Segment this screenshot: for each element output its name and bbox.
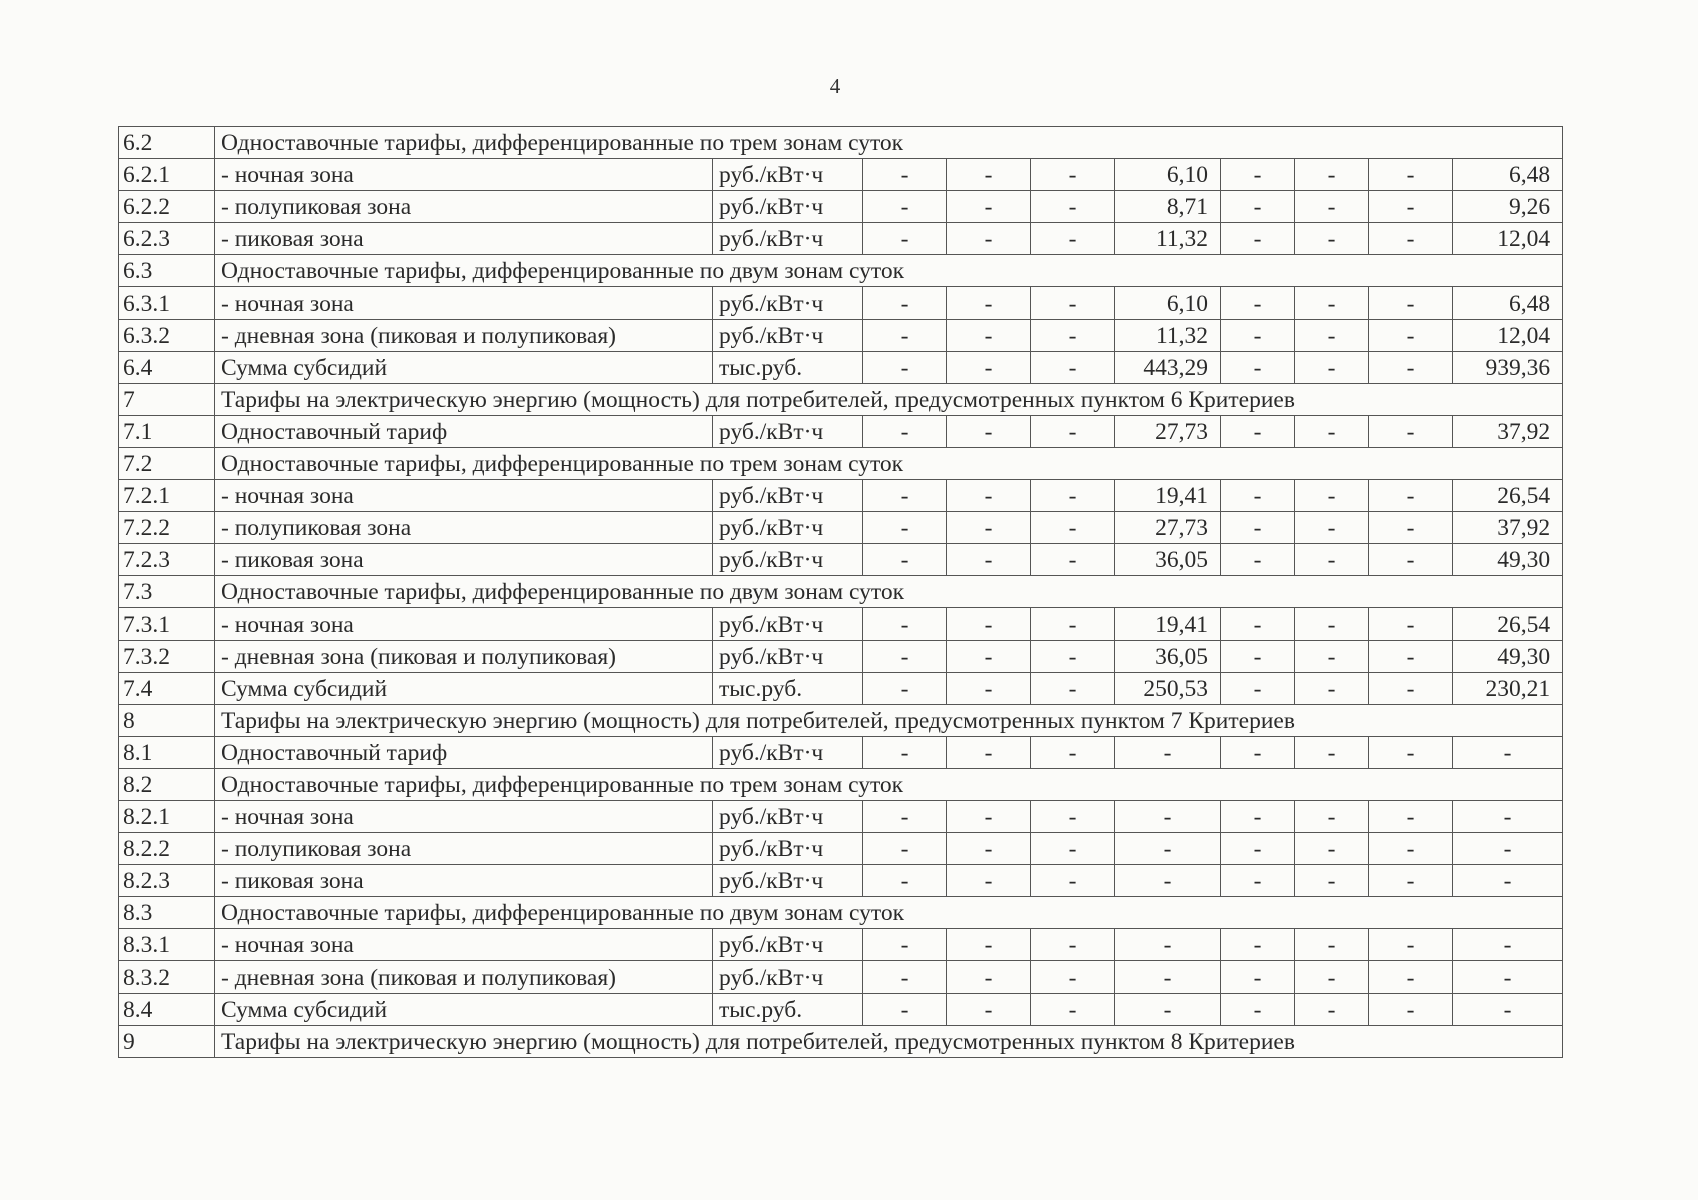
value-cell: -	[947, 512, 1031, 544]
value-cell: 19,41	[1115, 480, 1221, 512]
row-code: 8.3.1	[119, 929, 215, 961]
value-cell: -	[1295, 961, 1369, 993]
value-cell: 12,04	[1453, 223, 1563, 255]
value-cell: -	[1295, 608, 1369, 640]
value-cell: 230,21	[1453, 672, 1563, 704]
value-cell: -	[947, 865, 1031, 897]
row-unit: руб./кВт·ч	[713, 544, 863, 576]
row-name: - пиковая зона	[215, 223, 713, 255]
section-row	[119, 127, 1563, 159]
value-cell: -	[863, 833, 947, 865]
value-cell: -	[863, 159, 947, 191]
value-cell: -	[1295, 191, 1369, 223]
value-cell: -	[1295, 833, 1369, 865]
value-cell: -	[863, 993, 947, 1025]
table-row	[119, 961, 1563, 993]
value-cell: -	[1221, 287, 1295, 319]
value-cell: -	[1031, 929, 1115, 961]
value-cell: -	[1369, 287, 1453, 319]
value-cell: -	[1031, 287, 1115, 319]
row-code: 8.1	[119, 736, 215, 768]
value-cell: -	[1295, 159, 1369, 191]
value-cell: -	[1369, 512, 1453, 544]
section-title: Одноставочные тарифы, дифференцированные по трем зонам суток	[215, 768, 1563, 800]
value-cell: -	[1221, 961, 1295, 993]
value-cell: 36,05	[1115, 640, 1221, 672]
value-cell: -	[1295, 480, 1369, 512]
table-row	[119, 672, 1563, 704]
value-cell: -	[1295, 223, 1369, 255]
table-row	[119, 319, 1563, 351]
value-cell: -	[1031, 833, 1115, 865]
value-cell: -	[1115, 800, 1221, 832]
value-cell: -	[863, 191, 947, 223]
table-row	[119, 640, 1563, 672]
value-cell: -	[1031, 640, 1115, 672]
value-cell: 443,29	[1115, 351, 1221, 383]
value-cell: -	[863, 608, 947, 640]
value-cell: -	[947, 544, 1031, 576]
value-cell: -	[1295, 287, 1369, 319]
row-name: - ночная зона	[215, 929, 713, 961]
row-code: 7.2	[119, 447, 215, 479]
row-code: 6.2.1	[119, 159, 215, 191]
row-name: - дневная зона (пиковая и полупиковая)	[215, 640, 713, 672]
section-title: Одноставочные тарифы, дифференцированные по трем зонам суток	[215, 127, 1563, 159]
section-row	[119, 704, 1563, 736]
row-unit: руб./кВт·ч	[713, 929, 863, 961]
value-cell: -	[1115, 865, 1221, 897]
row-code: 8.3.2	[119, 961, 215, 993]
row-code: 7.3.1	[119, 608, 215, 640]
value-cell: -	[1295, 640, 1369, 672]
value-cell: -	[1221, 833, 1295, 865]
row-code: 6.2	[119, 127, 215, 159]
row-unit: руб./кВт·ч	[713, 865, 863, 897]
section-row	[119, 255, 1563, 287]
row-name: Сумма субсидий	[215, 672, 713, 704]
row-code: 7.2.2	[119, 512, 215, 544]
value-cell: -	[1031, 736, 1115, 768]
row-name: - дневная зона (пиковая и полупиковая)	[215, 961, 713, 993]
value-cell: -	[1369, 993, 1453, 1025]
value-cell: -	[1031, 351, 1115, 383]
value-cell: -	[1221, 929, 1295, 961]
row-code: 8.2.2	[119, 833, 215, 865]
value-cell: -	[1453, 929, 1563, 961]
value-cell: 49,30	[1453, 544, 1563, 576]
value-cell: -	[863, 319, 947, 351]
value-cell: -	[1453, 865, 1563, 897]
page-number: 4	[829, 74, 841, 98]
value-cell: -	[1295, 544, 1369, 576]
row-code: 6.3.2	[119, 319, 215, 351]
row-code: 8.3	[119, 897, 215, 929]
value-cell: -	[947, 640, 1031, 672]
row-name: - дневная зона (пиковая и полупиковая)	[215, 319, 713, 351]
row-name: - полупиковая зона	[215, 833, 713, 865]
row-code: 7.3	[119, 576, 215, 608]
value-cell: 6,10	[1115, 287, 1221, 319]
value-cell: -	[1221, 640, 1295, 672]
row-unit: руб./кВт·ч	[713, 415, 863, 447]
table-row	[119, 865, 1563, 897]
value-cell: -	[863, 961, 947, 993]
value-cell: 6,48	[1453, 159, 1563, 191]
table-row	[119, 480, 1563, 512]
value-cell: -	[1115, 961, 1221, 993]
value-cell: -	[947, 191, 1031, 223]
row-code: 8	[119, 704, 215, 736]
value-cell: -	[1295, 800, 1369, 832]
value-cell: -	[1453, 993, 1563, 1025]
value-cell: -	[1369, 191, 1453, 223]
table-row	[119, 159, 1563, 191]
section-title: Тарифы на электрическую энергию (мощность) для потребителей, предусмотренных пунктом 7 Критериев	[215, 704, 1563, 736]
row-code: 6.4	[119, 351, 215, 383]
value-cell: -	[1369, 833, 1453, 865]
value-cell: -	[1221, 993, 1295, 1025]
row-code: 7.2.3	[119, 544, 215, 576]
value-cell: -	[1221, 512, 1295, 544]
value-cell: 6,10	[1115, 159, 1221, 191]
value-cell: -	[1031, 512, 1115, 544]
table-row	[119, 223, 1563, 255]
tariff-table-body	[119, 127, 1563, 1058]
value-cell: -	[863, 351, 947, 383]
value-cell: -	[947, 736, 1031, 768]
table-row	[119, 800, 1563, 832]
value-cell: -	[947, 480, 1031, 512]
table-row	[119, 544, 1563, 576]
row-name: - ночная зона	[215, 287, 713, 319]
value-cell: -	[947, 608, 1031, 640]
value-cell: -	[863, 287, 947, 319]
value-cell: 37,92	[1453, 512, 1563, 544]
value-cell: -	[863, 929, 947, 961]
value-cell: -	[1031, 608, 1115, 640]
section-row	[119, 768, 1563, 800]
value-cell: -	[1221, 415, 1295, 447]
row-name: - пиковая зона	[215, 544, 713, 576]
row-name: Одноставочный тариф	[215, 415, 713, 447]
row-code: 9	[119, 1025, 215, 1057]
value-cell: -	[1031, 415, 1115, 447]
row-code: 8.2.3	[119, 865, 215, 897]
table-row	[119, 415, 1563, 447]
value-cell: -	[1295, 736, 1369, 768]
value-cell: -	[1369, 672, 1453, 704]
value-cell: -	[1221, 865, 1295, 897]
value-cell: -	[863, 512, 947, 544]
row-code: 7.1	[119, 415, 215, 447]
value-cell: -	[1115, 993, 1221, 1025]
value-cell: -	[1295, 512, 1369, 544]
value-cell: -	[1221, 223, 1295, 255]
value-cell: -	[1031, 319, 1115, 351]
value-cell: -	[947, 351, 1031, 383]
value-cell: -	[1031, 480, 1115, 512]
row-name: - ночная зона	[215, 159, 713, 191]
value-cell: -	[1221, 736, 1295, 768]
row-unit: руб./кВт·ч	[713, 159, 863, 191]
value-cell: -	[1369, 929, 1453, 961]
value-cell: -	[1031, 191, 1115, 223]
value-cell: -	[1369, 961, 1453, 993]
value-cell: -	[1295, 865, 1369, 897]
value-cell: 19,41	[1115, 608, 1221, 640]
value-cell: -	[1295, 672, 1369, 704]
value-cell: -	[947, 993, 1031, 1025]
table-row	[119, 736, 1563, 768]
value-cell: -	[1031, 672, 1115, 704]
row-code: 7	[119, 383, 215, 415]
value-cell: 27,73	[1115, 512, 1221, 544]
value-cell: -	[947, 287, 1031, 319]
value-cell: -	[1031, 159, 1115, 191]
value-cell: -	[863, 800, 947, 832]
value-cell: -	[1295, 993, 1369, 1025]
value-cell: 12,04	[1453, 319, 1563, 351]
row-unit: тыс.руб.	[713, 351, 863, 383]
value-cell: -	[1369, 736, 1453, 768]
value-cell: -	[1369, 640, 1453, 672]
value-cell: 26,54	[1453, 480, 1563, 512]
value-cell: -	[1369, 480, 1453, 512]
row-code: 7.4	[119, 672, 215, 704]
row-code: 7.2.1	[119, 480, 215, 512]
row-unit: руб./кВт·ч	[713, 480, 863, 512]
value-cell: -	[1453, 736, 1563, 768]
value-cell: 36,05	[1115, 544, 1221, 576]
value-cell: -	[1369, 800, 1453, 832]
table-row	[119, 993, 1563, 1025]
row-unit: руб./кВт·ч	[713, 800, 863, 832]
row-code: 6.3.1	[119, 287, 215, 319]
value-cell: -	[1221, 800, 1295, 832]
value-cell: 9,26	[1453, 191, 1563, 223]
section-row	[119, 447, 1563, 479]
value-cell: -	[1221, 480, 1295, 512]
row-name: Сумма субсидий	[215, 993, 713, 1025]
value-cell: 11,32	[1115, 319, 1221, 351]
value-cell: -	[1221, 191, 1295, 223]
row-name: Одноставочный тариф	[215, 736, 713, 768]
row-code: 6.2.3	[119, 223, 215, 255]
section-title: Тарифы на электрическую энергию (мощность) для потребителей, предусмотренных пунктом 6 Критериев	[215, 383, 1563, 415]
value-cell: -	[947, 833, 1031, 865]
row-code: 6.2.2	[119, 191, 215, 223]
value-cell: -	[1369, 608, 1453, 640]
table-row	[119, 833, 1563, 865]
value-cell: -	[1453, 833, 1563, 865]
value-cell: -	[863, 223, 947, 255]
value-cell: -	[947, 415, 1031, 447]
value-cell: -	[947, 800, 1031, 832]
value-cell: -	[947, 319, 1031, 351]
value-cell: -	[1221, 351, 1295, 383]
row-unit: руб./кВт·ч	[713, 961, 863, 993]
value-cell: -	[1295, 351, 1369, 383]
value-cell: -	[1369, 159, 1453, 191]
value-cell: -	[1453, 961, 1563, 993]
value-cell: 6,48	[1453, 287, 1563, 319]
value-cell: -	[1031, 544, 1115, 576]
value-cell: -	[1031, 993, 1115, 1025]
value-cell: -	[947, 159, 1031, 191]
row-name: - ночная зона	[215, 608, 713, 640]
section-row	[119, 897, 1563, 929]
value-cell: -	[1369, 319, 1453, 351]
value-cell: -	[1295, 319, 1369, 351]
row-unit: руб./кВт·ч	[713, 287, 863, 319]
table-row	[119, 608, 1563, 640]
value-cell: -	[1115, 929, 1221, 961]
row-code: 6.3	[119, 255, 215, 287]
value-cell: -	[1369, 544, 1453, 576]
section-title: Тарифы на электрическую энергию (мощность) для потребителей, предусмотренных пунктом 8 Критериев	[215, 1025, 1563, 1057]
value-cell: -	[1369, 223, 1453, 255]
value-cell: -	[1295, 415, 1369, 447]
value-cell: -	[1221, 159, 1295, 191]
value-cell: -	[1295, 929, 1369, 961]
value-cell: -	[863, 640, 947, 672]
value-cell: -	[863, 544, 947, 576]
section-title: Одноставочные тарифы, дифференцированные по трем зонам суток	[215, 447, 1563, 479]
row-unit: руб./кВт·ч	[713, 319, 863, 351]
section-title: Одноставочные тарифы, дифференцированные по двум зонам суток	[215, 576, 1563, 608]
value-cell: 11,32	[1115, 223, 1221, 255]
value-cell: 37,92	[1453, 415, 1563, 447]
section-title: Одноставочные тарифы, дифференцированные по двум зонам суток	[215, 897, 1563, 929]
row-unit: руб./кВт·ч	[713, 191, 863, 223]
value-cell: 26,54	[1453, 608, 1563, 640]
row-name: - полупиковая зона	[215, 512, 713, 544]
table-row	[119, 191, 1563, 223]
row-code: 7.3.2	[119, 640, 215, 672]
row-code: 8.2.1	[119, 800, 215, 832]
value-cell: -	[1369, 865, 1453, 897]
value-cell: -	[863, 415, 947, 447]
value-cell: -	[1221, 608, 1295, 640]
value-cell: -	[1369, 351, 1453, 383]
row-name: - ночная зона	[215, 480, 713, 512]
table-row	[119, 351, 1563, 383]
value-cell: -	[1031, 961, 1115, 993]
value-cell: 939,36	[1453, 351, 1563, 383]
value-cell: -	[1031, 865, 1115, 897]
row-unit: руб./кВт·ч	[713, 608, 863, 640]
value-cell: -	[947, 929, 1031, 961]
row-unit: руб./кВт·ч	[713, 833, 863, 865]
row-name: - пиковая зона	[215, 865, 713, 897]
value-cell: -	[1031, 223, 1115, 255]
value-cell: 8,71	[1115, 191, 1221, 223]
row-unit: тыс.руб.	[713, 672, 863, 704]
value-cell: -	[1221, 544, 1295, 576]
section-row	[119, 576, 1563, 608]
value-cell: -	[947, 961, 1031, 993]
row-unit: руб./кВт·ч	[713, 736, 863, 768]
value-cell: -	[1221, 672, 1295, 704]
row-code: 8.4	[119, 993, 215, 1025]
row-unit: тыс.руб.	[713, 993, 863, 1025]
tariff-table	[118, 126, 1563, 1058]
row-unit: руб./кВт·ч	[713, 512, 863, 544]
row-unit: руб./кВт·ч	[713, 223, 863, 255]
value-cell: -	[863, 865, 947, 897]
table-row	[119, 512, 1563, 544]
value-cell: -	[863, 672, 947, 704]
section-title: Одноставочные тарифы, дифференцированные по двум зонам суток	[215, 255, 1563, 287]
row-unit: руб./кВт·ч	[713, 640, 863, 672]
table-row	[119, 287, 1563, 319]
value-cell: -	[1115, 833, 1221, 865]
table-row	[119, 929, 1563, 961]
value-cell: -	[863, 480, 947, 512]
row-name: - ночная зона	[215, 800, 713, 832]
value-cell: -	[947, 223, 1031, 255]
value-cell: -	[1453, 800, 1563, 832]
row-name: Сумма субсидий	[215, 351, 713, 383]
value-cell: 250,53	[1115, 672, 1221, 704]
value-cell: -	[1031, 800, 1115, 832]
value-cell: -	[1115, 736, 1221, 768]
value-cell: -	[1369, 415, 1453, 447]
value-cell: -	[863, 736, 947, 768]
value-cell: -	[947, 672, 1031, 704]
row-code: 8.2	[119, 768, 215, 800]
value-cell: 49,30	[1453, 640, 1563, 672]
row-name: - полупиковая зона	[215, 191, 713, 223]
value-cell: 27,73	[1115, 415, 1221, 447]
section-row	[119, 1025, 1563, 1057]
section-row	[119, 383, 1563, 415]
value-cell: -	[1221, 319, 1295, 351]
